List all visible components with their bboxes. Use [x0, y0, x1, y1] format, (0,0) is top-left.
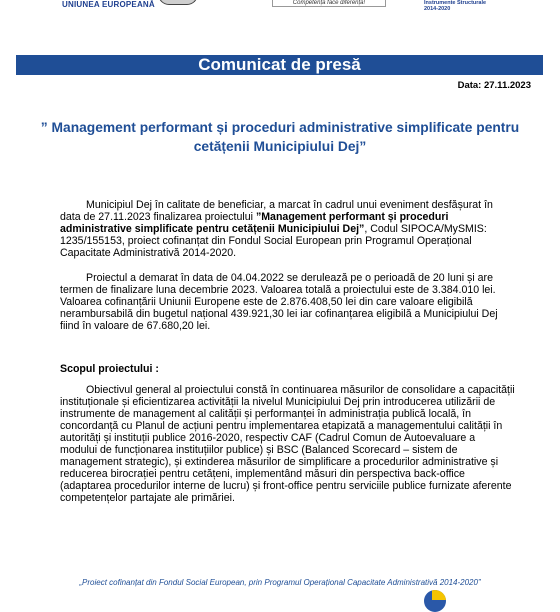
press-release-banner: Comunicat de presă	[16, 55, 543, 75]
document-title: ” Management performant și proceduri administrative simplificate pentru cetățenii Municipiului Dej”	[40, 120, 520, 154]
structural-instruments-logo	[424, 0, 486, 12]
government-seal-logo	[158, 0, 198, 5]
footer-program-logo	[424, 590, 446, 612]
paragraph-intro	[60, 199, 515, 259]
paragraph-budget: Proiectul a demarat în data de 04.04.2022 se derulează pe o perioadă de 20 luni și are termen de finalizare luna decembrie 2023. Valoarea totală a proiectului este de 3.384.010 lei. Valoarea cofinanțării Uniunii Europene este de 2.876.408,50 lei din care valoare eligibilă nerambursabilă din bugetul național 439.921,30 lei iar cofinanțarea eligibilă a Municipiului Dej fiind în valoare de 67.680,20 lei.	[60, 272, 498, 332]
logo-strip	[0, 0, 560, 16]
competenta-logo-text: Competența face diferența!	[272, 0, 386, 7]
scope-heading: Scopul proiectului :	[60, 363, 159, 375]
structural-instruments-line1: Instrumente Structurale	[424, 0, 487, 6]
paragraph-objective: Obiectivul general al proiectului constă în continuarea măsurilor de consolidare a capacității instituționale și eficientizarea activității la nivelul Municipiului Dej prin introducerea utilizării de instrumente de management al calității și performanței în administrația publică locală, în concordanță cu Planul de acțiuni pentru implementarea etapizată a managementului calității în autorități și instituții publice 2016-2020, respectiv CAF (Cadrul Comun de Autoevaluare a modului de funcționarea instituțiilor publice) și BSC (Balanced Scorecard – sistem de management strategic), și extinderea măsurilor de simplificare a procedurilor administrative și reducerea birocrației pentru cetățeni, implementând măsuri din perspectiva back-office (adaptarea procedurilor interne de lucru) și front-office pentru serviciile publice furnizate aferente competențelor partajate ale primăriei.	[60, 384, 515, 504]
structural-instruments-line2: 2014-2020	[424, 6, 451, 12]
footer-note: „Proiect cofinanțat din Fondul Social European, prin Programul Operațional Capacitate Administrativă 2014-2020”	[79, 578, 481, 587]
intro-text-start: Municipiul Dej în calitate de beneficiar, a marcat în cadrul unui eveniment desfășurat în data de 27.11.2023 finalizarea proiectului	[60, 199, 493, 223]
eu-logo-text: UNIUNEA EUROPEANĂ	[62, 0, 155, 9]
release-date: Data: 27.11.2023	[457, 80, 531, 91]
project-name-bold: ”Management performant și proceduri administrative simplificate pentru cetățenii Municipiului Dej”	[60, 211, 449, 235]
intro-text-end: , Codul SIPOCA/MySMIS: 1235/155153, proiect cofinanțat din Fondul Social European prin Programul Operațional Capacitate Administrativă 2014-2020.	[60, 223, 487, 259]
